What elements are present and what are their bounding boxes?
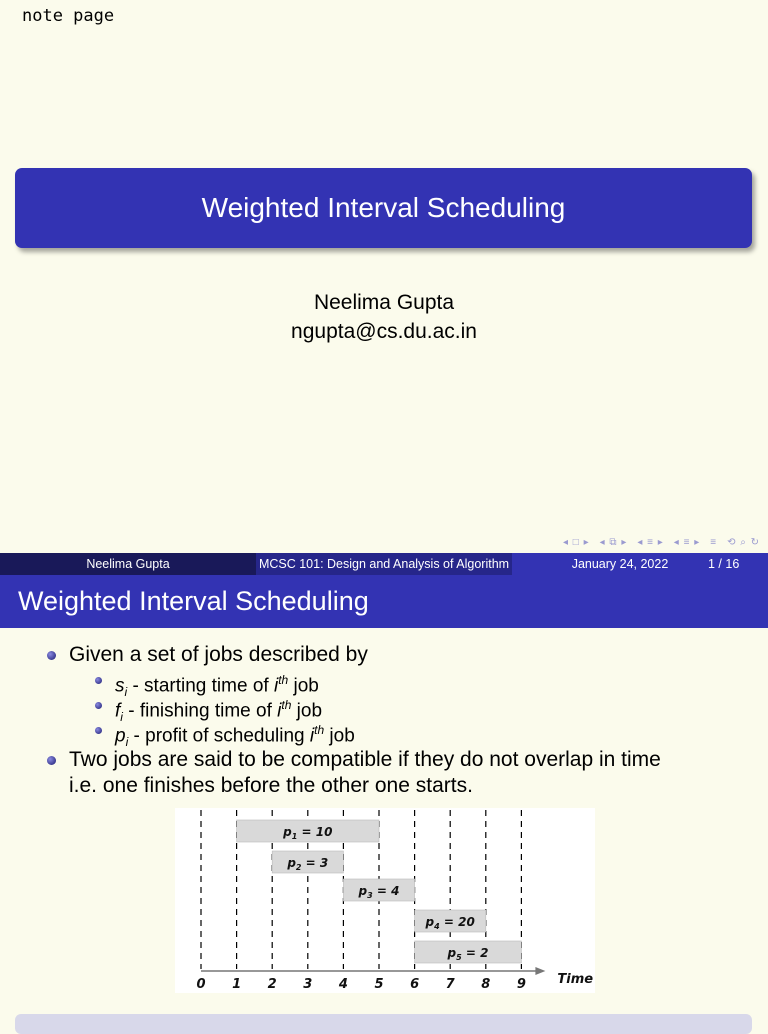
slide-footer <box>0 553 768 575</box>
next-block-edge <box>15 1014 752 1034</box>
author-email: ngupta@cs.du.ac.in <box>291 320 477 343</box>
interval-diagram-svg <box>175 808 595 993</box>
x-tick-1: 1 <box>232 977 242 992</box>
sub-bullet-f-text: $f_i$ - finishing time of $i^{th}$ job <box>115 698 323 725</box>
sub-bullet-s-text: $s_i$ - starting time of $i^{th}$ job <box>115 673 319 700</box>
note-page-label: note page <box>22 6 115 26</box>
bullet-icon <box>47 651 56 660</box>
beamer-navigation <box>563 534 760 550</box>
nav-search-icon[interactable]: ⟲ ⌕ ↻ <box>727 536 760 548</box>
frame-title-text: Weighted Interval Scheduling <box>18 586 369 616</box>
bullet-compatible-line1: Two jobs are said to be compatible if they do not overlap in time <box>69 748 661 771</box>
nav-section-icon[interactable]: ◂ ≡ ▸ <box>637 536 664 548</box>
author-name: Neelima Gupta <box>313 291 455 314</box>
title-block <box>15 168 752 248</box>
nav-toc-icon[interactable]: ≡ <box>710 536 718 548</box>
nav-part-icon[interactable]: ◂ ≡ ▸ <box>673 536 701 548</box>
x-tick-2: 2 <box>267 977 277 992</box>
job-label-5: $p_5 = 2$ <box>447 946 489 962</box>
x-axis-label: Time <box>557 972 594 987</box>
frame-title <box>0 575 768 628</box>
footer-page-number: 1 / 16 <box>708 557 740 571</box>
x-tick-8: 8 <box>481 977 491 992</box>
job-label-4: $p_4 = 20$ <box>425 915 475 931</box>
bullet-jobs-text: Given a set of jobs described by <box>69 643 368 666</box>
footer-course: MCSC 101: Design and Analysis of Algorithm <box>258 557 510 571</box>
bullet-icon <box>47 756 56 765</box>
author-block <box>0 288 768 346</box>
bullet-jobs <box>47 642 368 668</box>
bullet-compatible <box>47 747 661 799</box>
nav-subsection-icon[interactable]: ◂ ⧉ ▸ <box>599 536 628 548</box>
sub-bullet-icon <box>95 702 102 709</box>
time-axis-arrow-icon <box>535 967 545 975</box>
job-label-3: $p_3 = 4$ <box>358 884 400 900</box>
job-label-2: $p_2 = 3$ <box>287 856 329 872</box>
job-label-1: $p_1 = 10$ <box>283 825 333 841</box>
x-tick-5: 5 <box>374 977 384 992</box>
nav-frame-prev-icon[interactable]: ◂ □ ▸ <box>562 536 590 548</box>
x-tick-6: 6 <box>410 977 420 992</box>
x-tick-9: 9 <box>516 977 526 992</box>
x-tick-7: 7 <box>445 977 455 992</box>
x-tick-0: 0 <box>196 977 206 992</box>
sub-bullet-icon <box>95 727 102 734</box>
sub-bullet-p-text: $p_i$ - profit of scheduling $i^{th}$ job <box>115 723 355 750</box>
bullet-compatible-line2: i.e. one finishes before the other one starts. <box>69 774 473 797</box>
interval-diagram <box>175 808 595 993</box>
sub-bullet-icon <box>95 677 102 684</box>
x-tick-3: 3 <box>303 977 313 992</box>
presentation-title: Weighted Interval Scheduling <box>201 192 566 223</box>
x-tick-4: 4 <box>338 977 348 992</box>
footer-date: January 24, 2022 <box>571 557 669 571</box>
footer-author: Neelima Gupta <box>86 557 170 571</box>
